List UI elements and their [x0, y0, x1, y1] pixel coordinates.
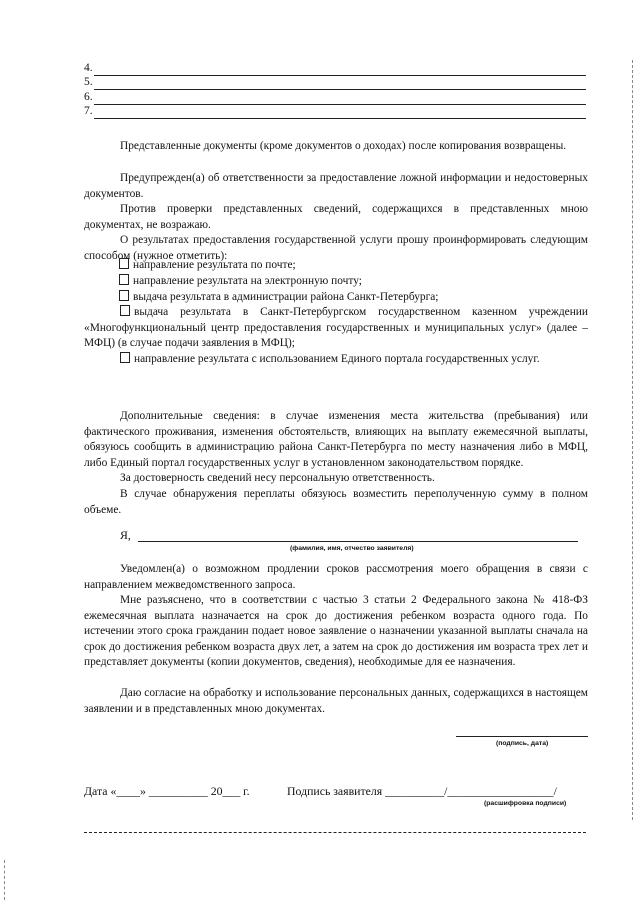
option-administration[interactable] — [119, 290, 438, 306]
option-label: выдача результата в Санкт-Петербургском государственном казенном учреждении «Многофункциональный центр предоставления государственных и муниципальных услуг» (далее – МФЦ) (в случае подачи заявления в МФЦ); — [84, 306, 588, 350]
list-line — [84, 105, 586, 121]
page-edge-mark — [632, 60, 633, 820]
paragraph-overpayment: В случае обнаружения переплаты обязуюсь возместить переполученную сумму в полном объеме. — [84, 488, 588, 516]
checkbox-icon[interactable] — [120, 352, 130, 363]
signature-date-caption: (подпись, дата) — [496, 740, 549, 747]
checkbox-icon[interactable] — [119, 290, 129, 301]
option-label: выдача результата в администрации района Санкт-Петербурга; — [133, 291, 439, 303]
option-label: направление результата с использованием Единого портала государственных услуг. — [134, 353, 540, 365]
list-number: 4. — [84, 62, 93, 74]
cut-line — [84, 832, 586, 833]
applicant-signature-field[interactable]: Подпись заявителя __________/__________________/ — [287, 784, 557, 798]
paragraph-warned: Предупрежден(а) об ответственности за предоставление ложной информации и недостоверных документов. — [84, 172, 588, 200]
paragraph-explained: Мне разъяснено, что в соответствии с частью 3 статьи 2 Федерального закона № 418-ФЗ ежемесячная выплата назначается на срок до достижения ребенком возраста одного года. По истечении этого срока гражданин подает новое заявление о назначении указанной выплаты сначала на срок до достижения ребенком возраста двух лет, а затем на срок до достижения им возраста трех лет и представляет документы (копии документов, сведения), необходимые для ее назначения. — [84, 594, 588, 669]
option-portal[interactable] — [84, 352, 588, 368]
option-label: направление результата по почте; — [133, 259, 296, 271]
list-number: 5. — [84, 76, 93, 88]
list-number: 6. — [84, 91, 93, 103]
option-mfc[interactable] — [84, 305, 588, 352]
fill-line — [94, 89, 586, 90]
ya-label: Я, — [120, 528, 131, 542]
fill-line — [94, 118, 586, 119]
fio-line[interactable] — [138, 541, 578, 542]
option-label: направление результата на электронную почту; — [133, 275, 362, 287]
checkbox-icon[interactable] — [119, 258, 129, 269]
fio-caption: (фамилия, имя, отчество заявителя) — [290, 545, 414, 552]
paragraph-notified: Уведомлен(а) о возможном продлении сроков рассмотрения моего обращения в связи с направлением межведомственного запроса. — [84, 563, 588, 591]
page-edge-mark — [4, 860, 5, 900]
paragraph-inform: О результатах предоставления государственной услуги прошу проинформировать следующим способом (нужное отметить): — [84, 234, 588, 262]
signature-date-line[interactable] — [456, 736, 588, 737]
paragraph-responsibility: За достоверность сведений несу персональную ответственность. — [120, 472, 435, 484]
signature-decode-caption: (расшифровка подписи) — [484, 800, 567, 807]
checkbox-icon[interactable] — [119, 274, 129, 285]
paragraph-additional: Дополнительные сведения: в случае изменения места жительства (пребывания) или фактического проживания, изменения обстоятельств, влияющих на выплату ежемесячной выплаты, обязуюсь сообщить в администрацию района Санкт-Петербурга по месту назначения либо в МФЦ, либо Единый портал государственных услуг в установленном законодательством порядке. — [84, 410, 588, 469]
option-mail[interactable] — [119, 258, 296, 274]
option-email[interactable] — [119, 274, 362, 290]
paragraph-consent: Даю согласие на обработку и использование персональных данных, содержащихся в настоящем заявлении и в представленных мною документах. — [84, 687, 588, 715]
date-field[interactable]: Дата «____» __________ 20___ г. — [84, 784, 250, 798]
list-number: 7. — [84, 105, 93, 117]
paragraph-no-objection: Против проверки представленных сведений, содержащихся в представленных мною документах, не возражаю. — [84, 203, 588, 231]
list-line — [84, 76, 586, 92]
checkbox-icon[interactable] — [120, 305, 130, 316]
paragraph-returned: Представленные документы (кроме документов о доходах) после копирования возвращены. — [120, 140, 567, 152]
